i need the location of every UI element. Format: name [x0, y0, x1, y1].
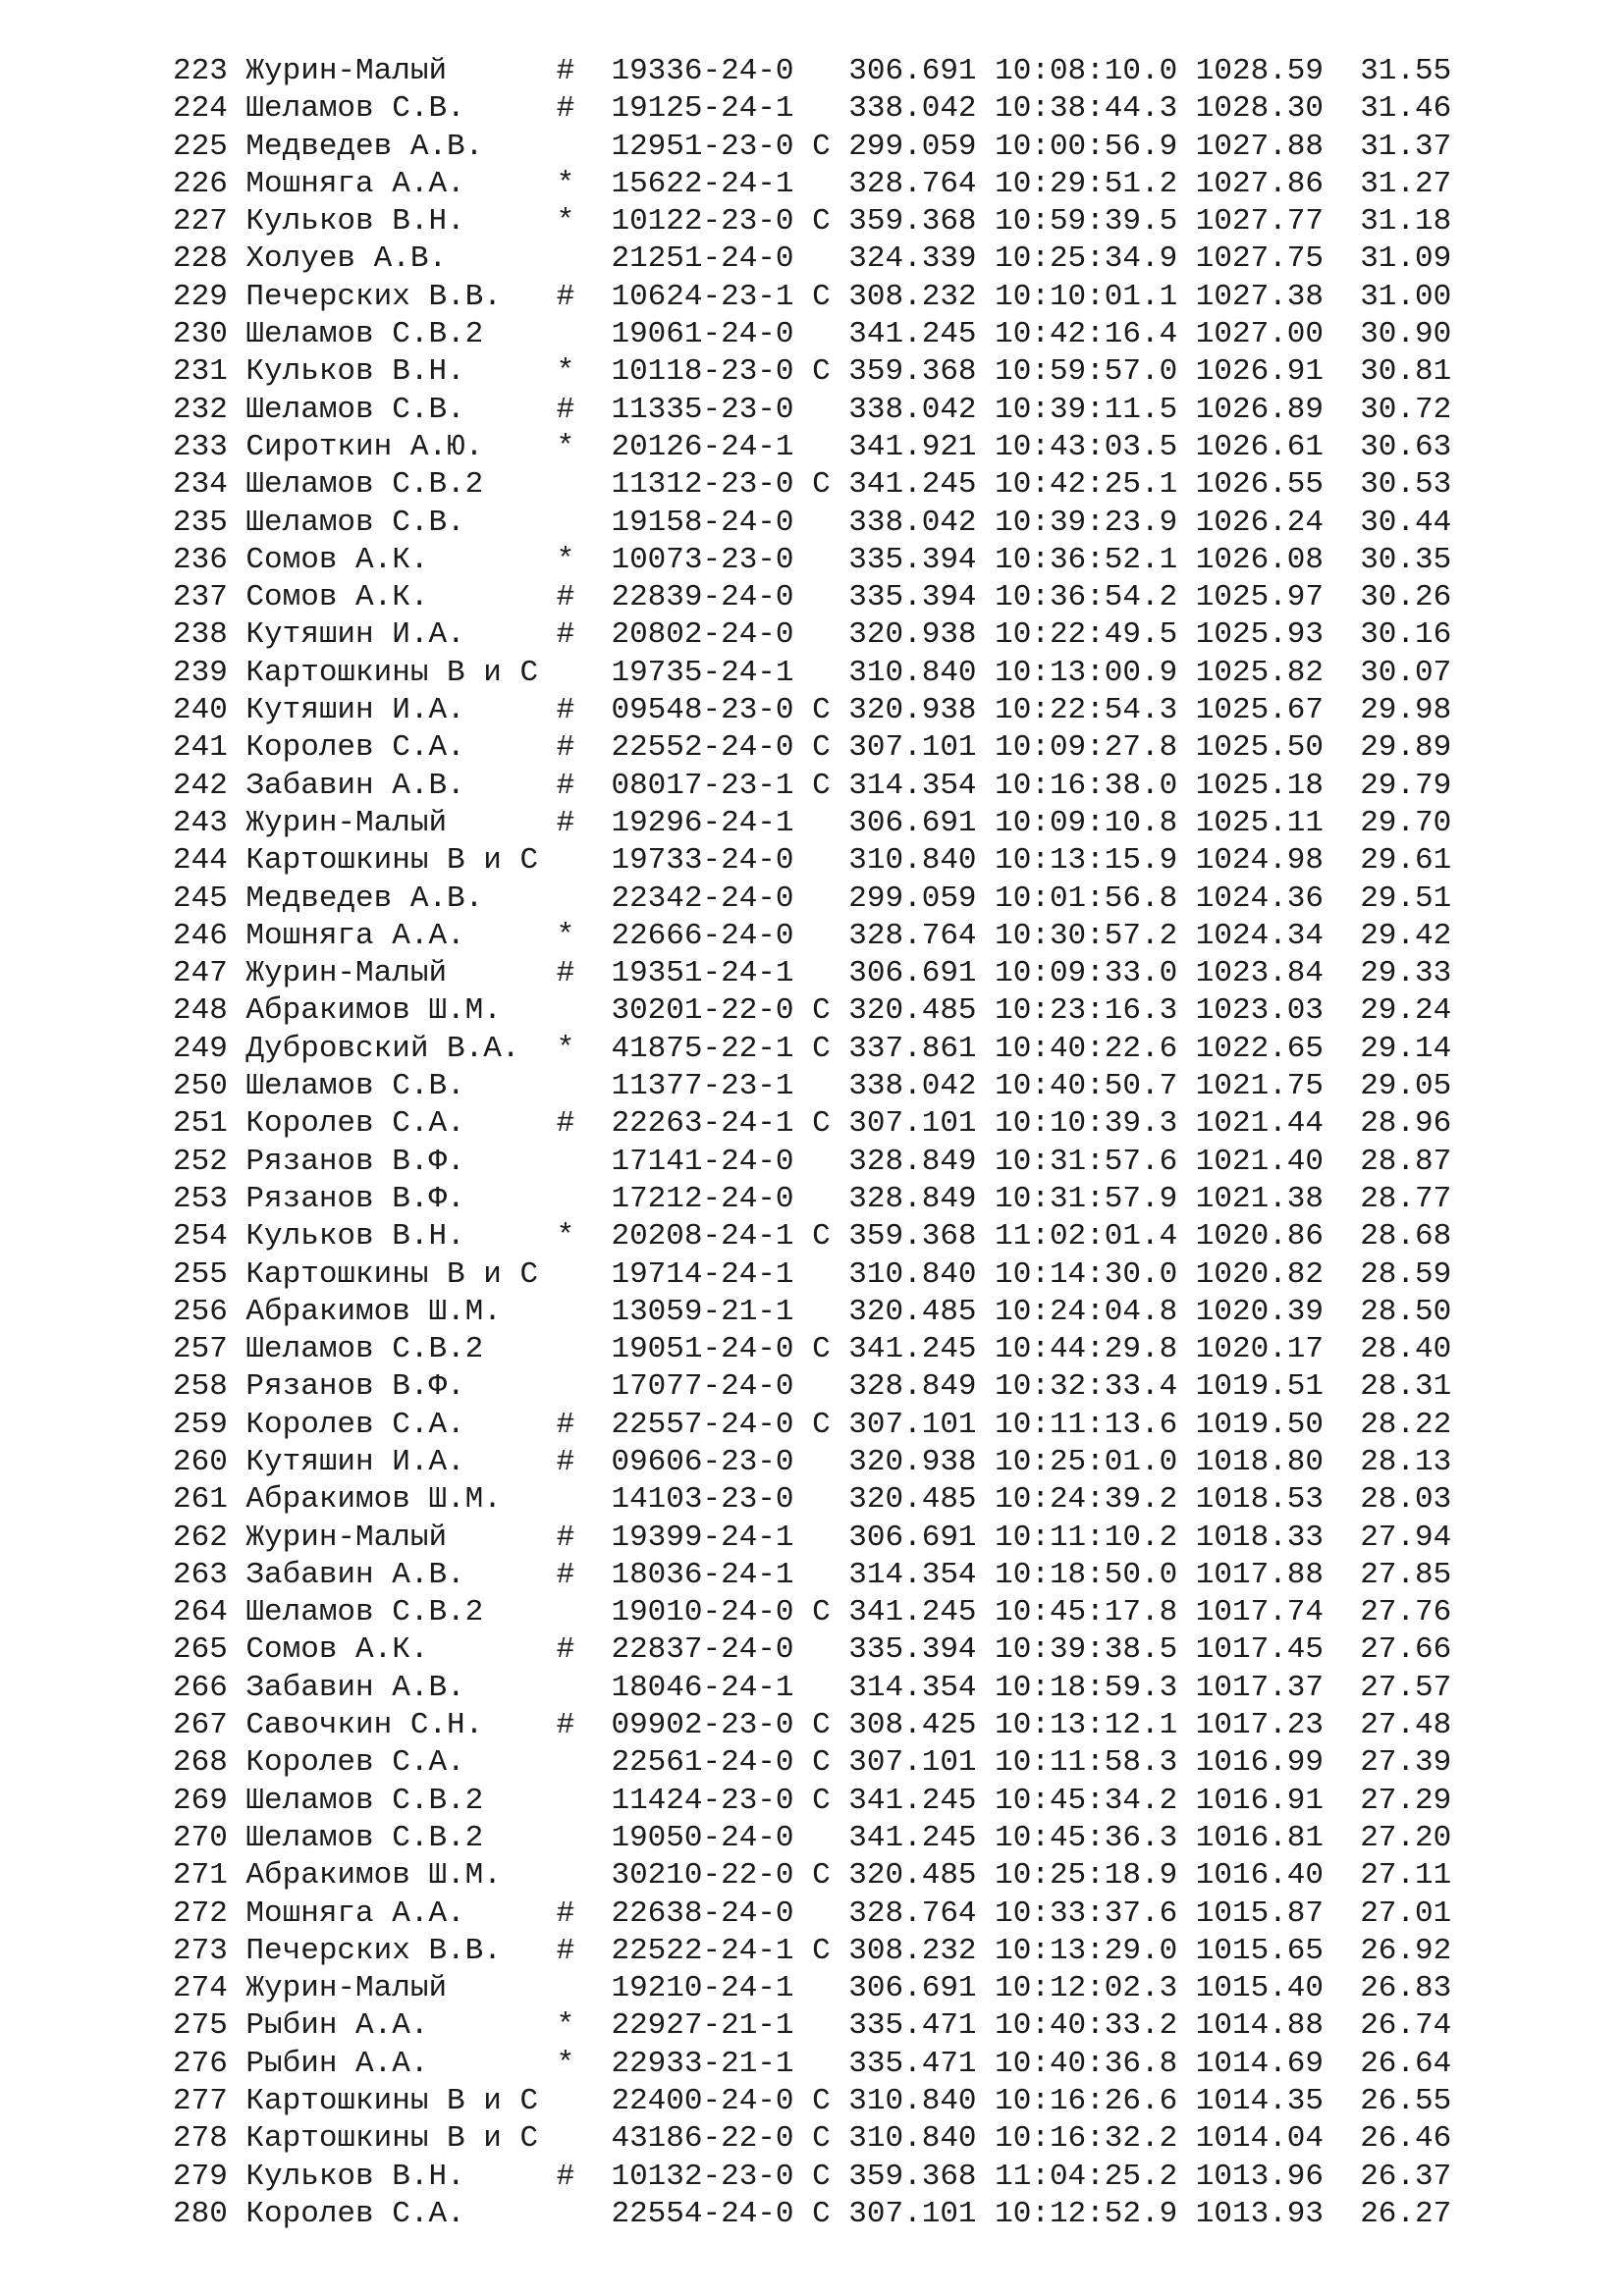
result-row: 225 Медведев А.В. 12951-23-0 С 299.059 10:00:56.9 1027.88 31.37: [173, 129, 1452, 164]
result-row: 247 Журин-Малый # 19351-24-1 306.691 10:09:33.0 1023.84 29.33: [173, 956, 1452, 991]
result-row: 270 Шеламов С.В.2 19050-24-0 341.245 10:45:36.3 1016.81 27.20: [173, 1820, 1452, 1855]
result-row: 249 Дубровский В.А. * 41875-22-1 С 337.861 10:40:22.6 1022.65 29.14: [173, 1031, 1452, 1066]
result-row: 261 Абракимов Ш.М. 14103-23-0 320.485 10:24:39.2 1018.53 28.03: [173, 1482, 1452, 1518]
result-row: 272 Мошняга А.А. # 22638-24-0 328.764 10:33:37.6 1015.87 27.01: [173, 1896, 1452, 1931]
result-row: 242 Забавин А.В. # 08017-23-1 С 314.354 10:16:38.0 1025.18 29.79: [173, 768, 1452, 803]
result-row: 234 Шеламов С.В.2 11312-23-0 С 341.245 10:42:25.1 1026.55 30.53: [173, 467, 1452, 503]
result-row: 277 Картошкины В и С 22400-24-0 С 310.840 10:16:26.6 1014.35 26.55: [173, 2084, 1452, 2119]
result-row: 244 Картошкины В и С 19733-24-0 310.840 10:13:15.9 1024.98 29.61: [173, 843, 1452, 879]
result-row: 237 Сомов А.К. # 22839-24-0 335.394 10:36:54.2 1025.97 30.26: [173, 580, 1452, 615]
result-row: 264 Шеламов С.В.2 19010-24-0 С 341.245 10:45:17.8 1017.74 27.76: [173, 1595, 1452, 1630]
result-row: 241 Королев С.А. # 22552-24-0 С 307.101 10:09:27.8 1025.50 29.89: [173, 730, 1452, 766]
result-row: 271 Абракимов Ш.М. 30210-22-0 С 320.485 10:25:18.9 1016.40 27.11: [173, 1858, 1452, 1894]
result-row: 226 Мошняга А.А. * 15622-24-1 328.764 10:29:51.2 1027.86 31.27: [173, 166, 1452, 201]
result-row: 224 Шеламов С.В. # 19125-24-1 338.042 10:38:44.3 1028.30 31.46: [173, 91, 1452, 127]
result-row: 253 Рязанов В.Ф. 17212-24-0 328.849 10:31:57.9 1021.38 28.77: [173, 1181, 1452, 1216]
result-row: 276 Рыбин А.А. * 22933-21-1 335.471 10:40:36.8 1014.69 26.64: [173, 2046, 1452, 2081]
result-row: 259 Королев С.А. # 22557-24-0 С 307.101 10:11:13.6 1019.50 28.22: [173, 1407, 1452, 1442]
result-row: 278 Картошкины В и С 43186-22-0 С 310.840 10:16:32.2 1014.04 26.46: [173, 2121, 1452, 2157]
result-row: 248 Абракимов Ш.М. 30201-22-0 С 320.485 10:23:16.3 1023.03 29.24: [173, 993, 1452, 1029]
result-row: 273 Печерских В.В. # 22522-24-1 С 308.232 10:13:29.0 1015.65 26.92: [173, 1933, 1452, 1968]
result-row: 229 Печерских В.В. # 10624-23-1 С 308.232 10:10:01.1 1027.38 31.00: [173, 279, 1452, 314]
result-row: 252 Рязанов В.Ф. 17141-24-0 328.849 10:31:57.6 1021.40 28.87: [173, 1144, 1452, 1179]
result-row: 274 Журин-Малый 19210-24-1 306.691 10:12:02.3 1015.40 26.83: [173, 1971, 1452, 2006]
result-row: 246 Мошняга А.А. * 22666-24-0 328.764 10:30:57.2 1024.34 29.42: [173, 918, 1452, 953]
result-row: 275 Рыбин А.А. * 22927-21-1 335.471 10:40:33.2 1014.88 26.74: [173, 2008, 1452, 2044]
result-row: 254 Кульков В.Н. * 20208-24-1 С 359.368 11:02:01.4 1020.86 28.68: [173, 1219, 1452, 1255]
result-row: 250 Шеламов С.В. 11377-23-1 338.042 10:40:50.7 1021.75 29.05: [173, 1069, 1452, 1104]
result-row: 231 Кульков В.Н. * 10118-23-0 С 359.368 10:59:57.0 1026.91 30.81: [173, 354, 1452, 390]
result-row: 238 Кутяшин И.А. # 20802-24-0 320.938 10:22:49.5 1025.93 30.16: [173, 617, 1452, 653]
result-row: 235 Шеламов С.В. 19158-24-0 338.042 10:39:23.9 1026.24 30.44: [173, 505, 1452, 540]
result-row: 233 Сироткин А.Ю. * 20126-24-1 341.921 10:43:03.5 1026.61 30.63: [173, 429, 1452, 464]
result-row: 260 Кутяшин И.А. # 09606-23-0 320.938 10:25:01.0 1018.80 28.13: [173, 1444, 1452, 1479]
result-row: 258 Рязанов В.Ф. 17077-24-0 328.849 10:32:33.4 1019.51 28.31: [173, 1369, 1452, 1405]
result-row: 268 Королев С.А. 22561-24-0 С 307.101 10:11:58.3 1016.99 27.39: [173, 1745, 1452, 1781]
result-row: 232 Шеламов С.В. # 11335-23-0 338.042 10:39:11.5 1026.89 30.72: [173, 392, 1452, 427]
result-row: 227 Кульков В.Н. * 10122-23-0 С 359.368 10:59:39.5 1027.77 31.18: [173, 204, 1452, 240]
result-row: 255 Картошкины В и С 19714-24-1 310.840 10:14:30.0 1020.82 28.59: [173, 1256, 1452, 1292]
result-row: 262 Журин-Малый # 19399-24-1 306.691 10:11:10.2 1018.33 27.94: [173, 1520, 1452, 1555]
result-row: 251 Королев С.А. # 22263-24-1 С 307.101 10:10:39.3 1021.44 28.96: [173, 1106, 1452, 1142]
result-row: 245 Медведев А.В. 22342-24-0 299.059 10:01:56.8 1024.36 29.51: [173, 881, 1452, 916]
result-row: 228 Холуев А.В. 21251-24-0 324.339 10:25:34.9 1027.75 31.09: [173, 241, 1452, 277]
result-row: 223 Журин-Малый # 19336-24-0 306.691 10:08:10.0 1028.59 31.55: [173, 54, 1452, 88]
result-row: 280 Королев С.А. 22554-24-0 С 307.101 10:12:52.9 1013.93 26.27: [173, 2196, 1452, 2231]
result-row: 256 Абракимов Ш.М. 13059-21-1 320.485 10:24:04.8 1020.39 28.50: [173, 1294, 1452, 1329]
result-row: 279 Кульков В.Н. # 10132-23-0 С 359.368 11:04:25.2 1013.96 26.37: [173, 2159, 1452, 2194]
result-row: 243 Журин-Малый # 19296-24-1 306.691 10:09:10.8 1025.11 29.70: [173, 805, 1452, 840]
result-row: 257 Шеламов С.В.2 19051-24-0 С 341.245 10:44:29.8 1020.17 28.40: [173, 1332, 1452, 1367]
result-row: 263 Забавин А.В. # 18036-24-1 314.354 10:18:50.0 1017.88 27.85: [173, 1557, 1452, 1592]
results-list: [173, 53, 1451, 2233]
result-row: 239 Картошкины В и С 19735-24-1 310.840 10:13:00.9 1025.82 30.07: [173, 655, 1452, 690]
result-row: 230 Шеламов С.В.2 19061-24-0 341.245 10:42:16.4 1027.00 30.90: [173, 317, 1452, 352]
result-row: 266 Забавин А.В. 18046-24-1 314.354 10:18:59.3 1017.37 27.57: [173, 1670, 1452, 1705]
result-row: 236 Сомов А.К. * 10073-23-0 335.394 10:36:52.1 1026.08 30.35: [173, 542, 1452, 577]
result-row: 269 Шеламов С.В.2 11424-23-0 С 341.245 10:45:34.2 1016.91 27.29: [173, 1783, 1452, 1818]
result-row: 265 Сомов А.К. # 22837-24-0 335.394 10:39:38.5 1017.45 27.66: [173, 1632, 1452, 1668]
result-row: 267 Савочкин С.Н. # 09902-23-0 С 308.425 10:13:12.1 1017.23 27.48: [173, 1708, 1452, 1743]
result-row: 240 Кутяшин И.А. # 09548-23-0 С 320.938 10:22:54.3 1025.67 29.98: [173, 693, 1452, 728]
